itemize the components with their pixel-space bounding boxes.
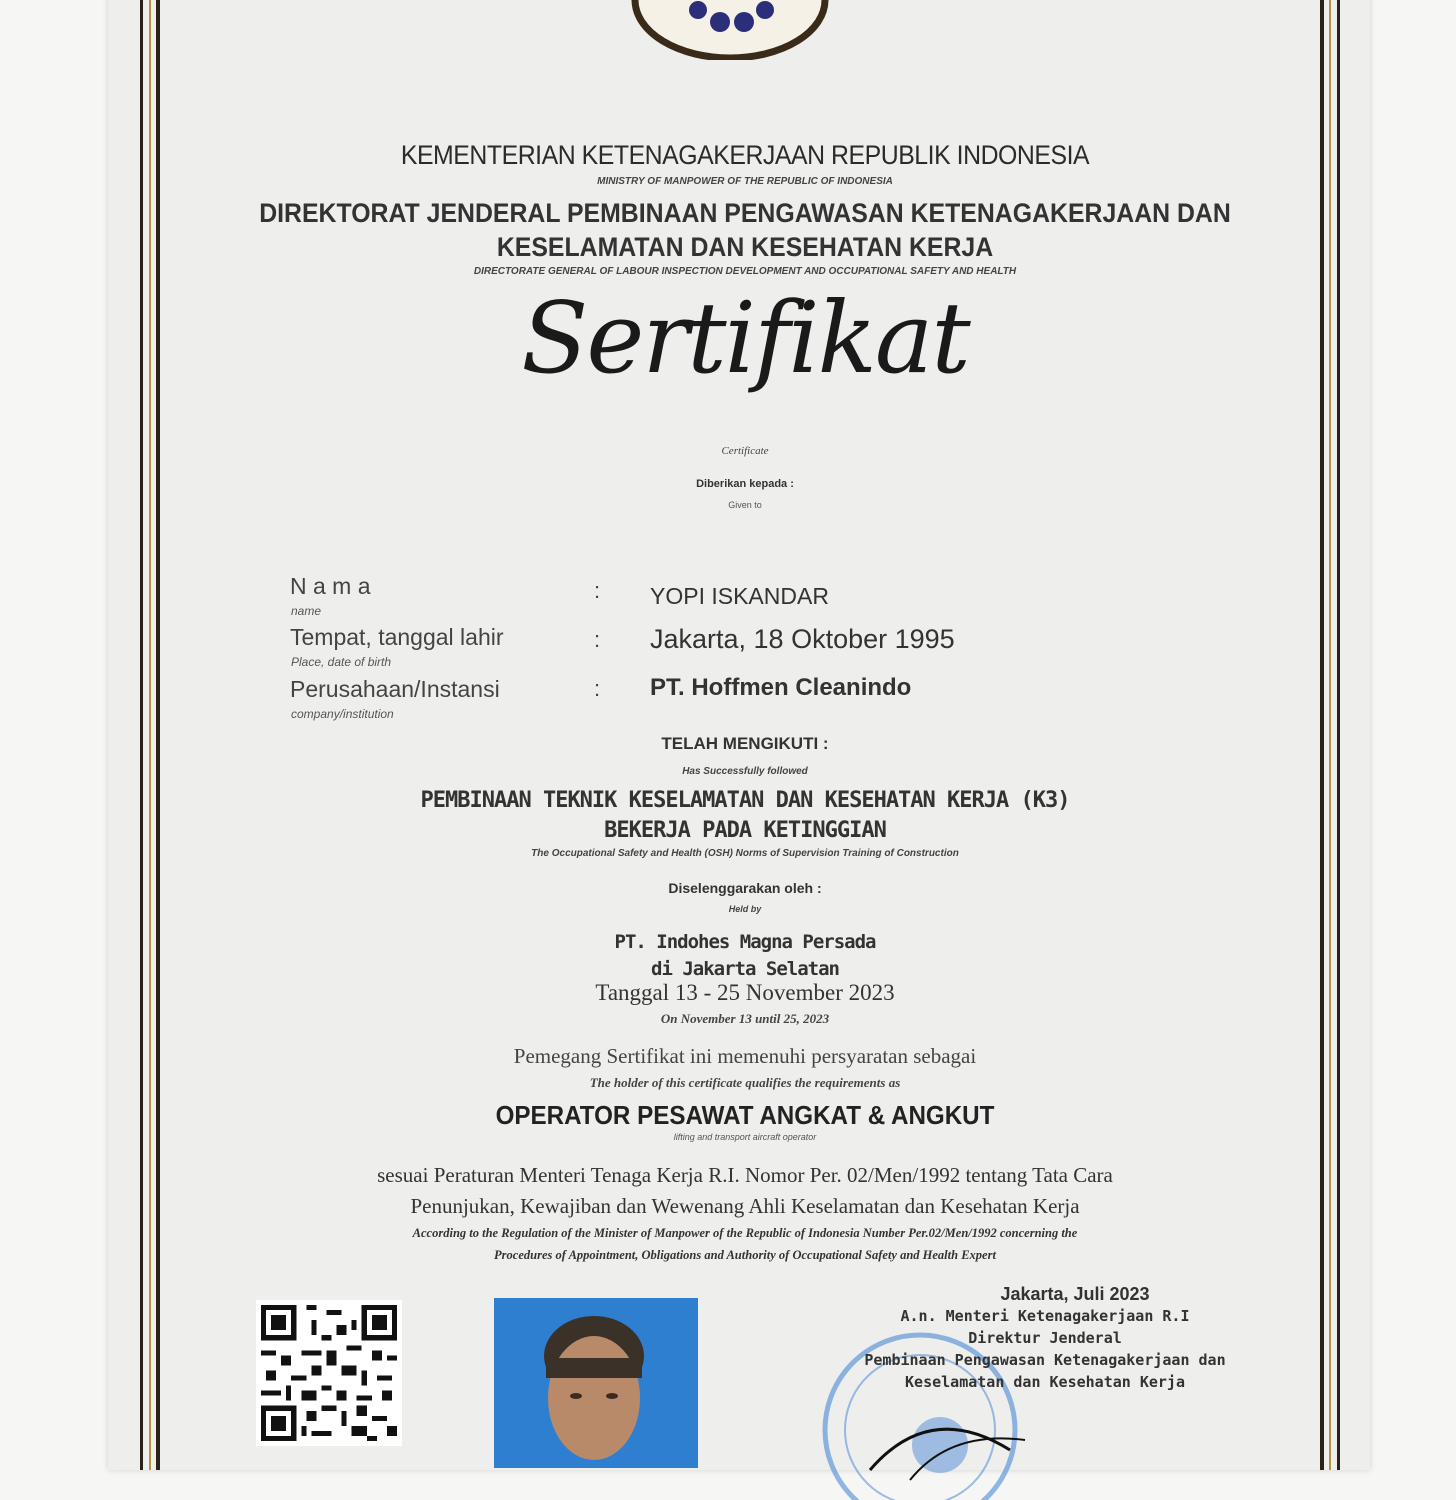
name-sublabel: name <box>291 604 322 618</box>
birth-colon: : <box>594 627 601 652</box>
directorate-line-2: KESELAMATAN DAN KESEHATAN KERJA <box>496 232 994 262</box>
given-to-label: Diberikan kepada : <box>696 478 794 490</box>
ministry-name: KEMENTERIAN KETENAGAKERJAAN REPUBLIK INDONESIA <box>400 140 1090 170</box>
held-by-label: Diselenggarakan oleh : <box>668 880 822 896</box>
ministry-emblem-icon <box>580 0 880 60</box>
regulation-en-line-1: According to the Regulation of the Minister of Manpower of the Republic of Indonesia Number Per.02/Men/1992 concerning the <box>412 1226 1078 1240</box>
name-label: N a m a <box>290 573 371 599</box>
given-to-label-en: Given to <box>728 500 762 510</box>
company-label: Perusahaan/Instansi <box>290 676 500 702</box>
regulation-line-2: Penunjukan, Kewajiban dan Wewenang Ahli Keselamatan dan Kesehatan Kerja <box>410 1194 1080 1218</box>
company-value: PT. Hoffmen Cleanindo <box>650 674 912 701</box>
name-value: YOPI ISKANDAR <box>650 583 829 609</box>
regulation-text <box>160 1160 1330 1222</box>
held-by-label-en: Held by <box>728 904 762 914</box>
holder-statement: Pemegang Sertifikat ini memenuhi persyaratan sebagai <box>513 1044 977 1068</box>
company-sublabel: company/institution <box>291 707 394 721</box>
holder-photo <box>494 1298 698 1468</box>
followed-label-en: Has Successfully followed <box>682 766 808 777</box>
ministry-name-en: MINISTRY OF MANPOWER OF THE REPUBLIC OF INDONESIA <box>597 176 893 187</box>
qualification-role: OPERATOR PESAWAT ANGKAT & ANGKUT <box>495 1100 995 1130</box>
qualification-role-en: lifting and transport aircraft operator <box>673 1132 817 1142</box>
training-date: Tanggal 13 - 25 November 2023 <box>595 980 895 1005</box>
signature-line-4: Keselamatan dan Kesehatan Kerja <box>905 1373 1185 1391</box>
regulation-line-1: sesuai Peraturan Menteri Tenaga Kerja R.I. Nomor Per. 02/Men/1992 tentang Tata Cara <box>377 1163 1113 1187</box>
regulation-text-en <box>160 1222 1330 1266</box>
birth-value: Jakarta, 18 Oktober 1995 <box>650 624 955 654</box>
company-colon: : <box>594 676 601 701</box>
directorate-line-1: DIREKTORAT JENDERAL PEMBINAAN PENGAWASAN KETENAGAKERJAAN DAN <box>259 198 1231 228</box>
signature-place-date: Jakarta, Juli 2023 <box>1000 1284 1150 1304</box>
certificate-title: Sertifikat <box>521 282 969 396</box>
certificate-title-en: Certificate <box>721 445 769 457</box>
person-photo-icon <box>494 1298 698 1468</box>
training-line-1: PEMBINAAN TEKNIK KESELAMATAN DAN KESEHATAN KERJA (K3) <box>420 788 1070 813</box>
directorate-name-en: DIRECTORATE GENERAL OF LABOUR INSPECTION DEVELOPMENT AND OCCUPATIONAL SAFETY AND HEALTH <box>473 266 1017 277</box>
followed-label: TELAH MENGIKUTI : <box>661 734 829 753</box>
training-name <box>160 786 1330 846</box>
signature-line-1: A.n. Menteri Ketenagakerjaan R.I <box>900 1307 1190 1325</box>
birth-label: Tempat, tanggal lahir <box>290 624 504 650</box>
signature-block <box>800 1284 1290 1393</box>
regulation-en-line-2: Procedures of Appointment, Obligations and Authority of Occupational Safety and Health Expert <box>494 1248 996 1262</box>
organizer-name: PT. Indohes Magna Persada <box>614 931 876 953</box>
training-name-en: The Occupational Safety and Health (OSH) Norms of Supervision Training of Construction <box>531 848 959 859</box>
qr-code-icon <box>256 1300 402 1446</box>
holder-statement-en: The holder of this certificate qualifies the requirements as <box>589 1075 901 1090</box>
signature-line-3: Pembinaan Pengawasan Ketenagakerjaan dan <box>864 1351 1226 1369</box>
organizer <box>160 929 1330 983</box>
birth-sublabel: Place, date of birth <box>291 655 392 669</box>
organizer-location: di Jakarta Selatan <box>651 958 839 980</box>
training-line-2: BEKERJA PADA KETINGGIAN <box>604 818 886 843</box>
signature-line-2: Direktur Jenderal <box>968 1329 1122 1347</box>
directorate-name <box>207 196 1283 264</box>
name-colon: : <box>594 578 601 603</box>
training-date-en: On November 13 until 25, 2023 <box>660 1011 830 1026</box>
